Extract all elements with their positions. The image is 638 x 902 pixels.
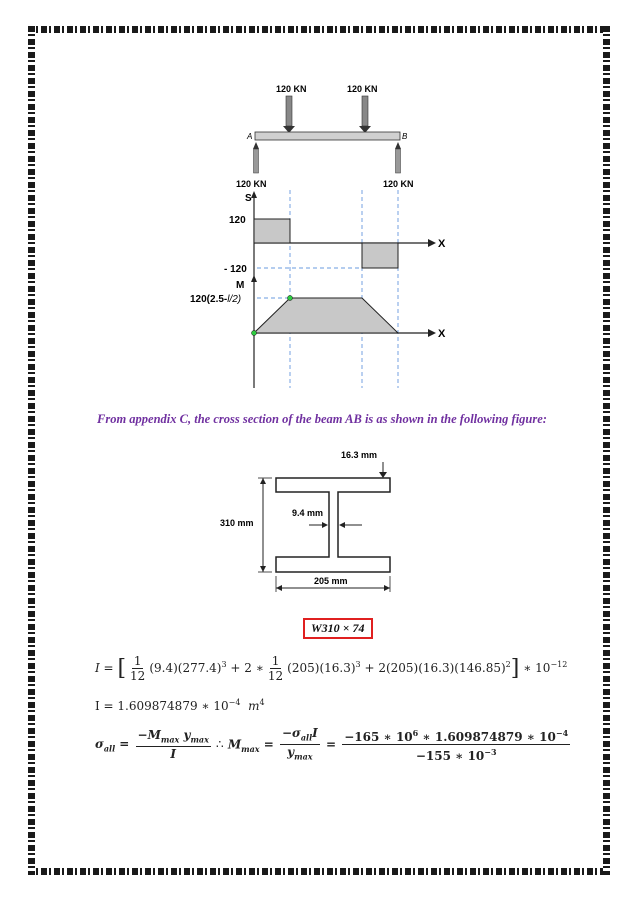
moment-axis-label: M xyxy=(236,280,245,291)
beam-ab xyxy=(255,132,400,140)
shear-positive-block xyxy=(254,219,290,243)
max-moment-equation: ∴ $M_{max}$ = $\frac{-\sigma_{all}I}{y_{max}}$ = $\frac{-165 ∗ 10^6 ∗ 1.609874879 ∗ 10^{-4}}{-155 ∗ 10^{-3}}$ xyxy=(216,726,569,764)
support-b-label: B xyxy=(402,132,408,141)
load-arrow-right xyxy=(359,96,371,133)
moment-point-peak xyxy=(288,296,293,301)
shear-x-label: X xyxy=(438,238,446,250)
moment-value-label: 120(2.5-l/2) xyxy=(190,294,242,305)
caption-text: From appendix C, the cross section of the beam AB is as shown in the following figure: xyxy=(97,412,547,426)
stress-equation: $\sigma_{all}$ = $\frac{-M_{max} y_{max}}{I}$ xyxy=(95,728,209,762)
load-arrow-left xyxy=(283,96,295,133)
reaction-arrow-right xyxy=(395,142,401,173)
depth-label: 310 mm xyxy=(220,518,254,528)
beam-diagram xyxy=(0,70,638,470)
moment-x-label: X xyxy=(438,328,446,340)
shear-pos-value: 120 xyxy=(229,215,246,226)
flange-thickness-label: 16.3 mm xyxy=(341,450,378,460)
moment-point-origin xyxy=(252,331,257,336)
section-designation: W310 × 74 xyxy=(303,618,373,639)
shear-neg-value: - 120 xyxy=(224,264,247,275)
web-thickness-label: 9.4 mm xyxy=(292,508,324,518)
shear-axis-label: S xyxy=(245,193,252,204)
inertia-result: I = 1.609874879 ∗ $10^{-4}$ $m^4$ xyxy=(95,698,265,713)
reaction-left-label: 120 KN xyxy=(236,179,267,189)
reaction-arrow-left xyxy=(253,142,259,173)
shear-negative-block xyxy=(362,243,398,268)
flange-width-label: 205 mm xyxy=(314,576,348,586)
page-border-bottom xyxy=(28,868,610,875)
page-border-top xyxy=(28,26,610,33)
cross-section-diagram xyxy=(0,440,638,600)
load-right-label: 120 KN xyxy=(347,84,378,94)
reaction-right-label: 120 KN xyxy=(383,179,414,189)
inertia-equation: I = [ $\frac{1}{12}$ $(9.4)(277.4)^3 + 2$ ∗ $\frac{1}{12}$ $(205)(16.3)^3 + 2(205)(16.3)(146.85)^2$] ∗ $10^{-12}$ xyxy=(95,654,568,683)
support-a-label: A xyxy=(247,132,253,141)
load-left-label: 120 KN xyxy=(276,84,307,94)
i-beam-section xyxy=(276,478,390,572)
moment-trapezoid xyxy=(254,298,398,333)
